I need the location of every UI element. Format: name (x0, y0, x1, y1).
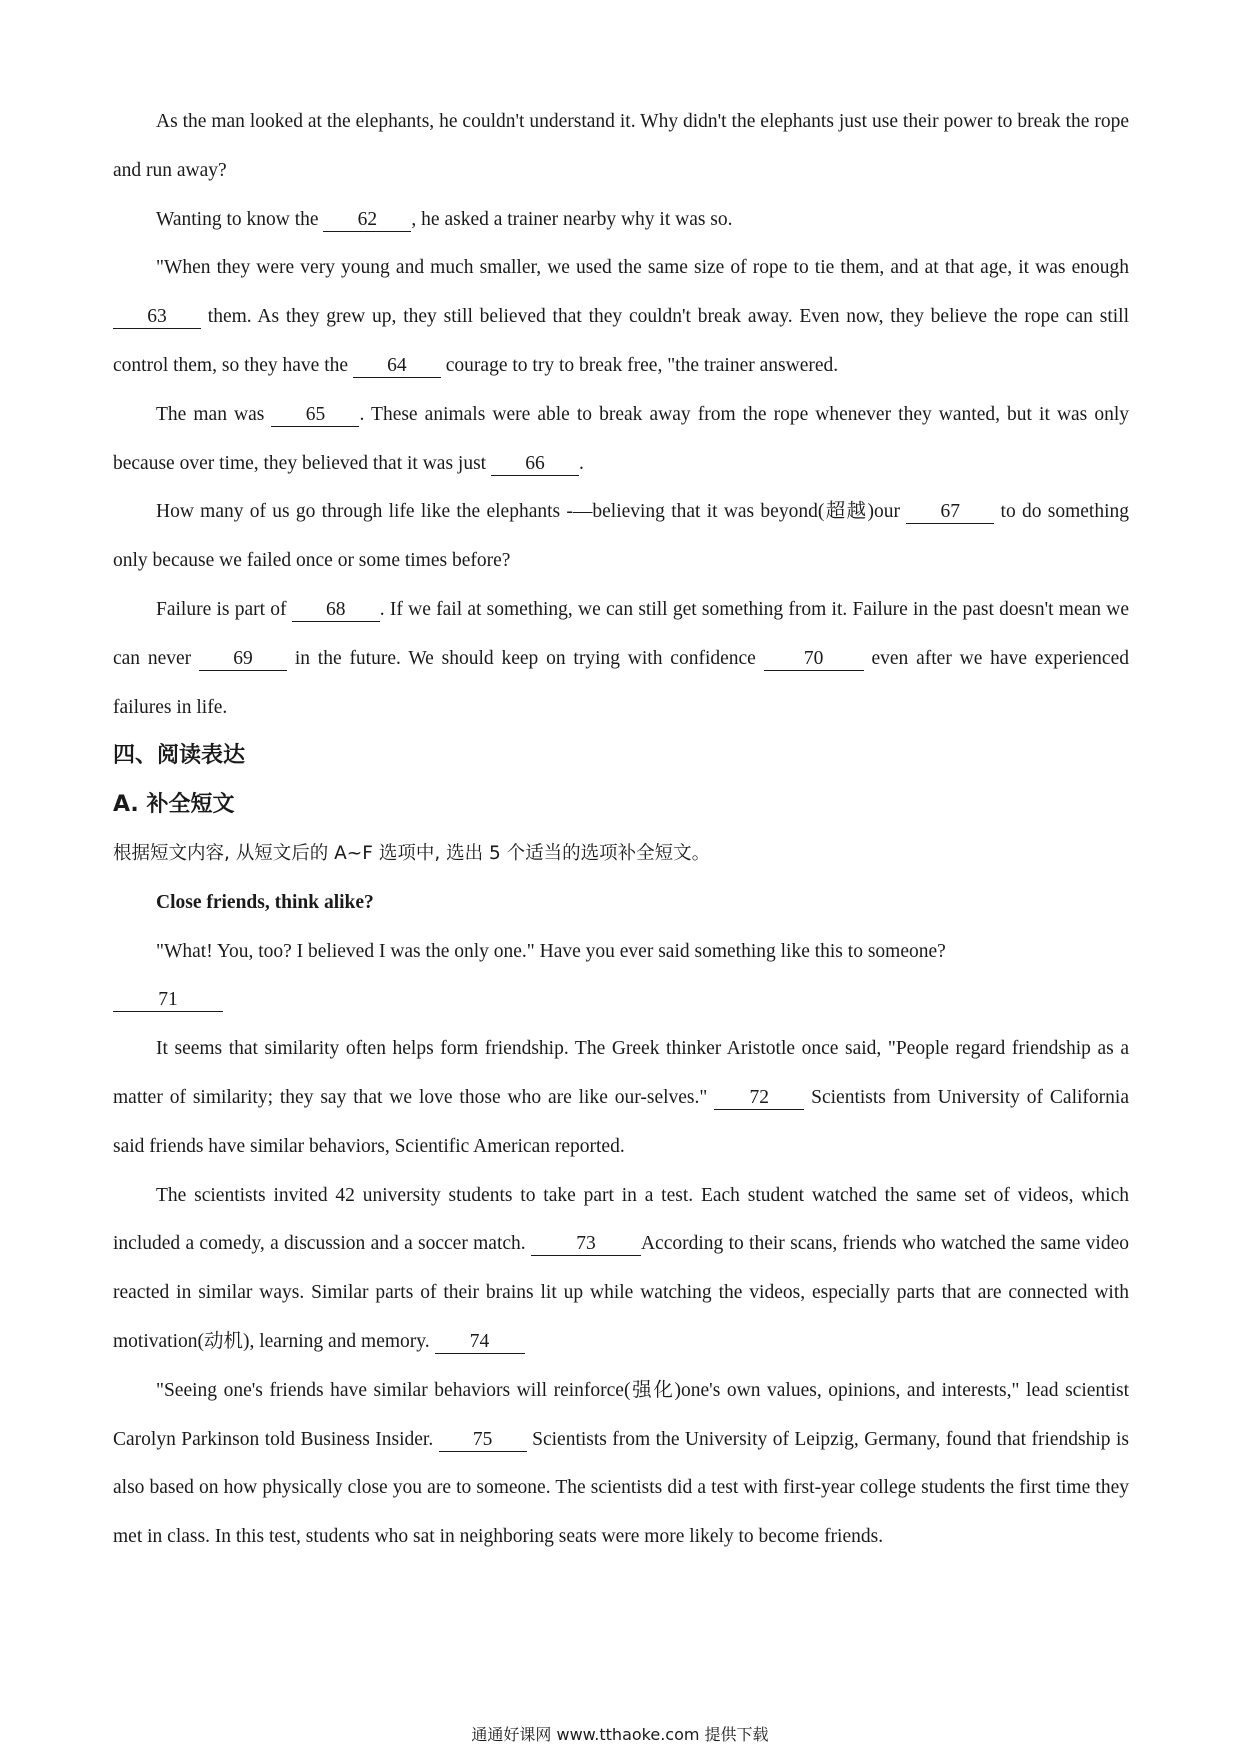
text: "When they were very young and much smaller, we used the same size of rope to tie them, and at that age, it was enough (156, 257, 1129, 279)
paragraph-test (113, 1172, 1129, 1367)
section-subheading: A. 补全短文 (113, 792, 235, 818)
passage-title: Close friends, think alike? (156, 891, 374, 913)
text: in the future. We should keep on trying with confidence (287, 647, 764, 669)
text: As the man looked at the elephants, he couldn't understand it. Why didn't the elephants just use their power to break the rope and run away? (113, 111, 1129, 181)
text: Wanting to know the (156, 208, 324, 230)
paragraph-similarity (113, 1025, 1129, 1171)
paragraph-trainer-answer (113, 244, 1129, 390)
page-footer: 通通好课网 www.tthaoke.com 提供下载 (471, 1725, 769, 1744)
blank-74: 74 (435, 1331, 525, 1354)
blank-63: 63 (113, 306, 201, 329)
text: even after we have experienced failures in life. (113, 647, 1129, 718)
blank-69: 69 (199, 648, 287, 671)
paragraph-blank-71 (113, 976, 1129, 1025)
text: "Seeing one's friends have similar behaviors will reinforce(强化)one's own values, opinions, and interests," lead scientist Carolyn Parkinson told Business Insider. (113, 1379, 1129, 1450)
section-instruction: 根据短文内容, 从短文后的 A~F 选项中, 选出 5 个适当的选项补全短文。 (113, 842, 711, 864)
text: According to their scans, friends who watched the same video reacted in similar ways. Similar parts of their brains lit up while watching the videos, especially parts that are connected with motivation(动机), learning and memory. (113, 1233, 1129, 1352)
blank-73: 73 (531, 1233, 641, 1256)
blank-72: 72 (714, 1087, 804, 1110)
blank-68: 68 (292, 599, 380, 622)
section-heading: 四、阅读表达 (113, 743, 246, 769)
blank-75: 75 (439, 1429, 527, 1452)
paragraph-elephants-question (113, 98, 1129, 196)
paragraph-how-many-of-us (113, 488, 1129, 586)
blank-70: 70 (764, 648, 864, 671)
paragraph-what-you-too (113, 928, 1129, 977)
text: them. As they grew up, they still believed that they couldn't break away. Even now, they believe the rope can still control them, so they have the (113, 306, 1129, 376)
blank-67: 67 (906, 501, 994, 524)
text: . If we fail at something, we can still get something from it. Failure in the past doesn't mean we can never (113, 598, 1130, 669)
blank-64: 64 (353, 355, 441, 378)
text: "What! You, too? I believed I was the only one." Have you ever said something like this to someone? (156, 940, 946, 962)
text: , he asked a trainer nearby why it was so. (411, 208, 733, 230)
blank-71: 71 (113, 989, 223, 1012)
paragraph-man-reaction (113, 391, 1129, 489)
text: Scientists from University of California said friends have similar behaviors, Scientific American reported. (113, 1086, 1129, 1157)
paragraph-failure (113, 586, 1129, 732)
text: How many of us go through life like the elephants -—believing that it was beyond(超越)our (156, 501, 907, 523)
text: The man was (156, 403, 272, 425)
text: . (578, 452, 584, 474)
paragraph-reinforce (113, 1367, 1129, 1562)
blank-62: 62 (323, 209, 411, 232)
text: to do something only because we failed once or some times before? (113, 501, 1129, 572)
text: The scientists invited 42 university students to take part in a test. Each student watched the same set of videos, which included a comedy, a discussion and a soccer match. (113, 1184, 1129, 1255)
text: . These animals were able to break away from the rope whenever they wanted, but it was only because over time, they believed that it was just (113, 403, 1130, 474)
blank-65: 65 (271, 404, 359, 427)
paragraph-blank-62 (113, 196, 1129, 245)
text: Failure is part of (156, 598, 292, 620)
text: It seems that similarity often helps form friendship. The Greek thinker Aristotle once said, "People regard friendship as a matter of similarity; they say that we love those who are like our-selves." (113, 1038, 1129, 1108)
blank-66: 66 (491, 453, 579, 476)
text: Scientists from the University of Leipzig, Germany, found that friendship is also based on how physically close you are to someone. The scientists did a test with first-year college students the first time they met in class. In this test, students who sat in neighboring seats were more likely to become friends. (113, 1428, 1129, 1548)
text: courage to try to break free, "the trainer answered. (440, 354, 839, 376)
document-content (113, 98, 1129, 1562)
